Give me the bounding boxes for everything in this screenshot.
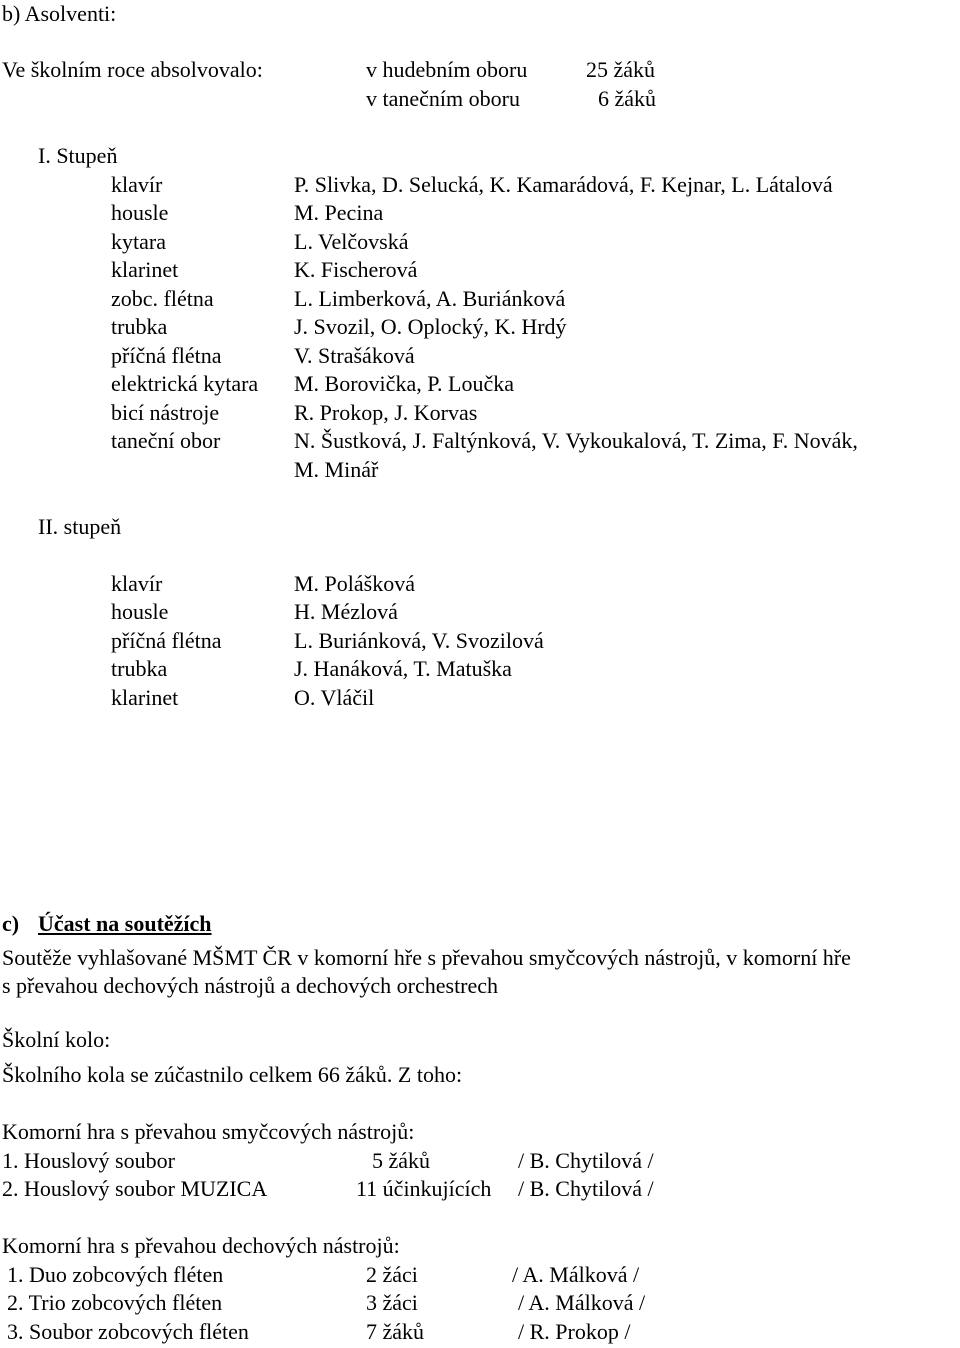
stage-1-heading: I. Stupeň xyxy=(38,143,118,168)
count-label-music: v hudebním oboru xyxy=(366,57,528,82)
stage1-subject: trubka xyxy=(111,314,168,339)
ensemble-teacher: / R. Prokop / xyxy=(518,1319,631,1344)
stage1-subject: elektrická kytara xyxy=(111,371,259,396)
ensemble-teacher: / B. Chytilová / xyxy=(518,1176,654,1201)
stage1-names: L. Limberková, A. Buriánková xyxy=(294,286,566,311)
stage1-subject: housle xyxy=(111,200,169,225)
stage2-names: L. Buriánková, V. Svozilová xyxy=(294,628,544,653)
ensemble-name: 3. Soubor zobcových fléten xyxy=(7,1319,249,1344)
stage1-subject: klarinet xyxy=(111,257,179,282)
stage1-names: J. Svozil, O. Oplocký, K. Hrdý xyxy=(294,314,567,339)
winds-heading: Komorní hra s převahou dechových nástrojů: xyxy=(2,1233,400,1258)
school-round-text: Školního kola se zúčastnilo celkem 66 žáků. Z toho: xyxy=(2,1062,463,1087)
ensemble-count: 3 žáci xyxy=(366,1290,418,1315)
stage1-subject: klavír xyxy=(111,172,163,197)
ensemble-count: 5 žáků xyxy=(372,1148,431,1173)
ensemble-count: 11 účinkujících xyxy=(356,1176,492,1201)
competition-paragraph-line1: Soutěže vyhlašované MŠMT ČR v komorní hře s převahou smyčcových nástrojů, v komorní hře xyxy=(2,945,851,970)
ensemble-teacher: / B. Chytilová / xyxy=(518,1148,654,1173)
stage1-subject: zobc. flétna xyxy=(111,286,214,311)
stage2-subject: klarinet xyxy=(111,685,179,710)
stage2-names: O. Vláčil xyxy=(294,685,375,710)
strings-heading: Komorní hra s převahou smyčcových nástrojů: xyxy=(2,1119,415,1144)
stage1-subject: taneční obor xyxy=(111,428,221,453)
section-b-heading: b) Asolventi: xyxy=(2,1,117,26)
count-value-music: 25 žáků xyxy=(586,57,656,82)
ensemble-name: 2. Trio zobcových fléten xyxy=(7,1290,223,1315)
stage2-names: H. Mézlová xyxy=(294,599,398,624)
stage1-subject: příčná flétna xyxy=(111,343,222,368)
stage1-subject: kytara xyxy=(111,229,166,254)
stage2-subject: příčná flétna xyxy=(111,628,222,653)
stage1-subject: bicí nástroje xyxy=(111,400,220,425)
count-value-dance: 6 žáků xyxy=(598,86,657,111)
stage1-names: K. Fischerová xyxy=(294,257,418,282)
stage1-names: M. Pecina xyxy=(294,200,384,225)
ensemble-teacher: / A. Málková / xyxy=(512,1262,640,1287)
stage2-subject: housle xyxy=(111,599,169,624)
section-c-prefix: c) xyxy=(2,911,20,936)
ensemble-name: 2. Houslový soubor MUZICA xyxy=(2,1176,268,1201)
section-c-heading: Účast na soutěžích xyxy=(38,911,212,936)
graduates-intro: Ve školním roce absolvovalo: xyxy=(2,57,263,82)
stage2-names: J. Hanáková, T. Matuška xyxy=(294,656,512,681)
ensemble-name: 1. Duo zobcových fléten xyxy=(7,1262,224,1287)
stage2-names: M. Polášková xyxy=(294,571,415,596)
ensemble-count: 7 žáků xyxy=(366,1319,425,1344)
stage1-names: P. Slivka, D. Selucká, K. Kamarádová, F. Kejnar, L. Látalová xyxy=(294,172,833,197)
stage1-names: V. Strašáková xyxy=(294,343,415,368)
stage2-subject: klavír xyxy=(111,571,163,596)
stage1-names: L. Velčovská xyxy=(294,229,409,254)
stage1-names: N. Šustková, J. Faltýnková, V. Vykoukalová, T. Zima, F. Novák, xyxy=(294,428,858,453)
ensemble-count: 2 žáci xyxy=(366,1262,418,1287)
ensemble-name: 1. Houslový soubor xyxy=(2,1148,175,1173)
stage2-subject: trubka xyxy=(111,656,168,681)
stage1-names-continued: M. Minář xyxy=(294,457,379,482)
count-label-dance: v tanečním oboru xyxy=(366,86,520,111)
ensemble-teacher: / A. Málková / xyxy=(518,1290,646,1315)
stage1-names: M. Borovička, P. Loučka xyxy=(294,371,514,396)
stage-2-heading: II. stupeň xyxy=(38,514,122,539)
stage1-names: R. Prokop, J. Korvas xyxy=(294,400,478,425)
school-round-label: Školní kolo: xyxy=(2,1027,111,1052)
competition-paragraph-line2: s převahou dechových nástrojů a dechových orchestrech xyxy=(2,973,499,998)
